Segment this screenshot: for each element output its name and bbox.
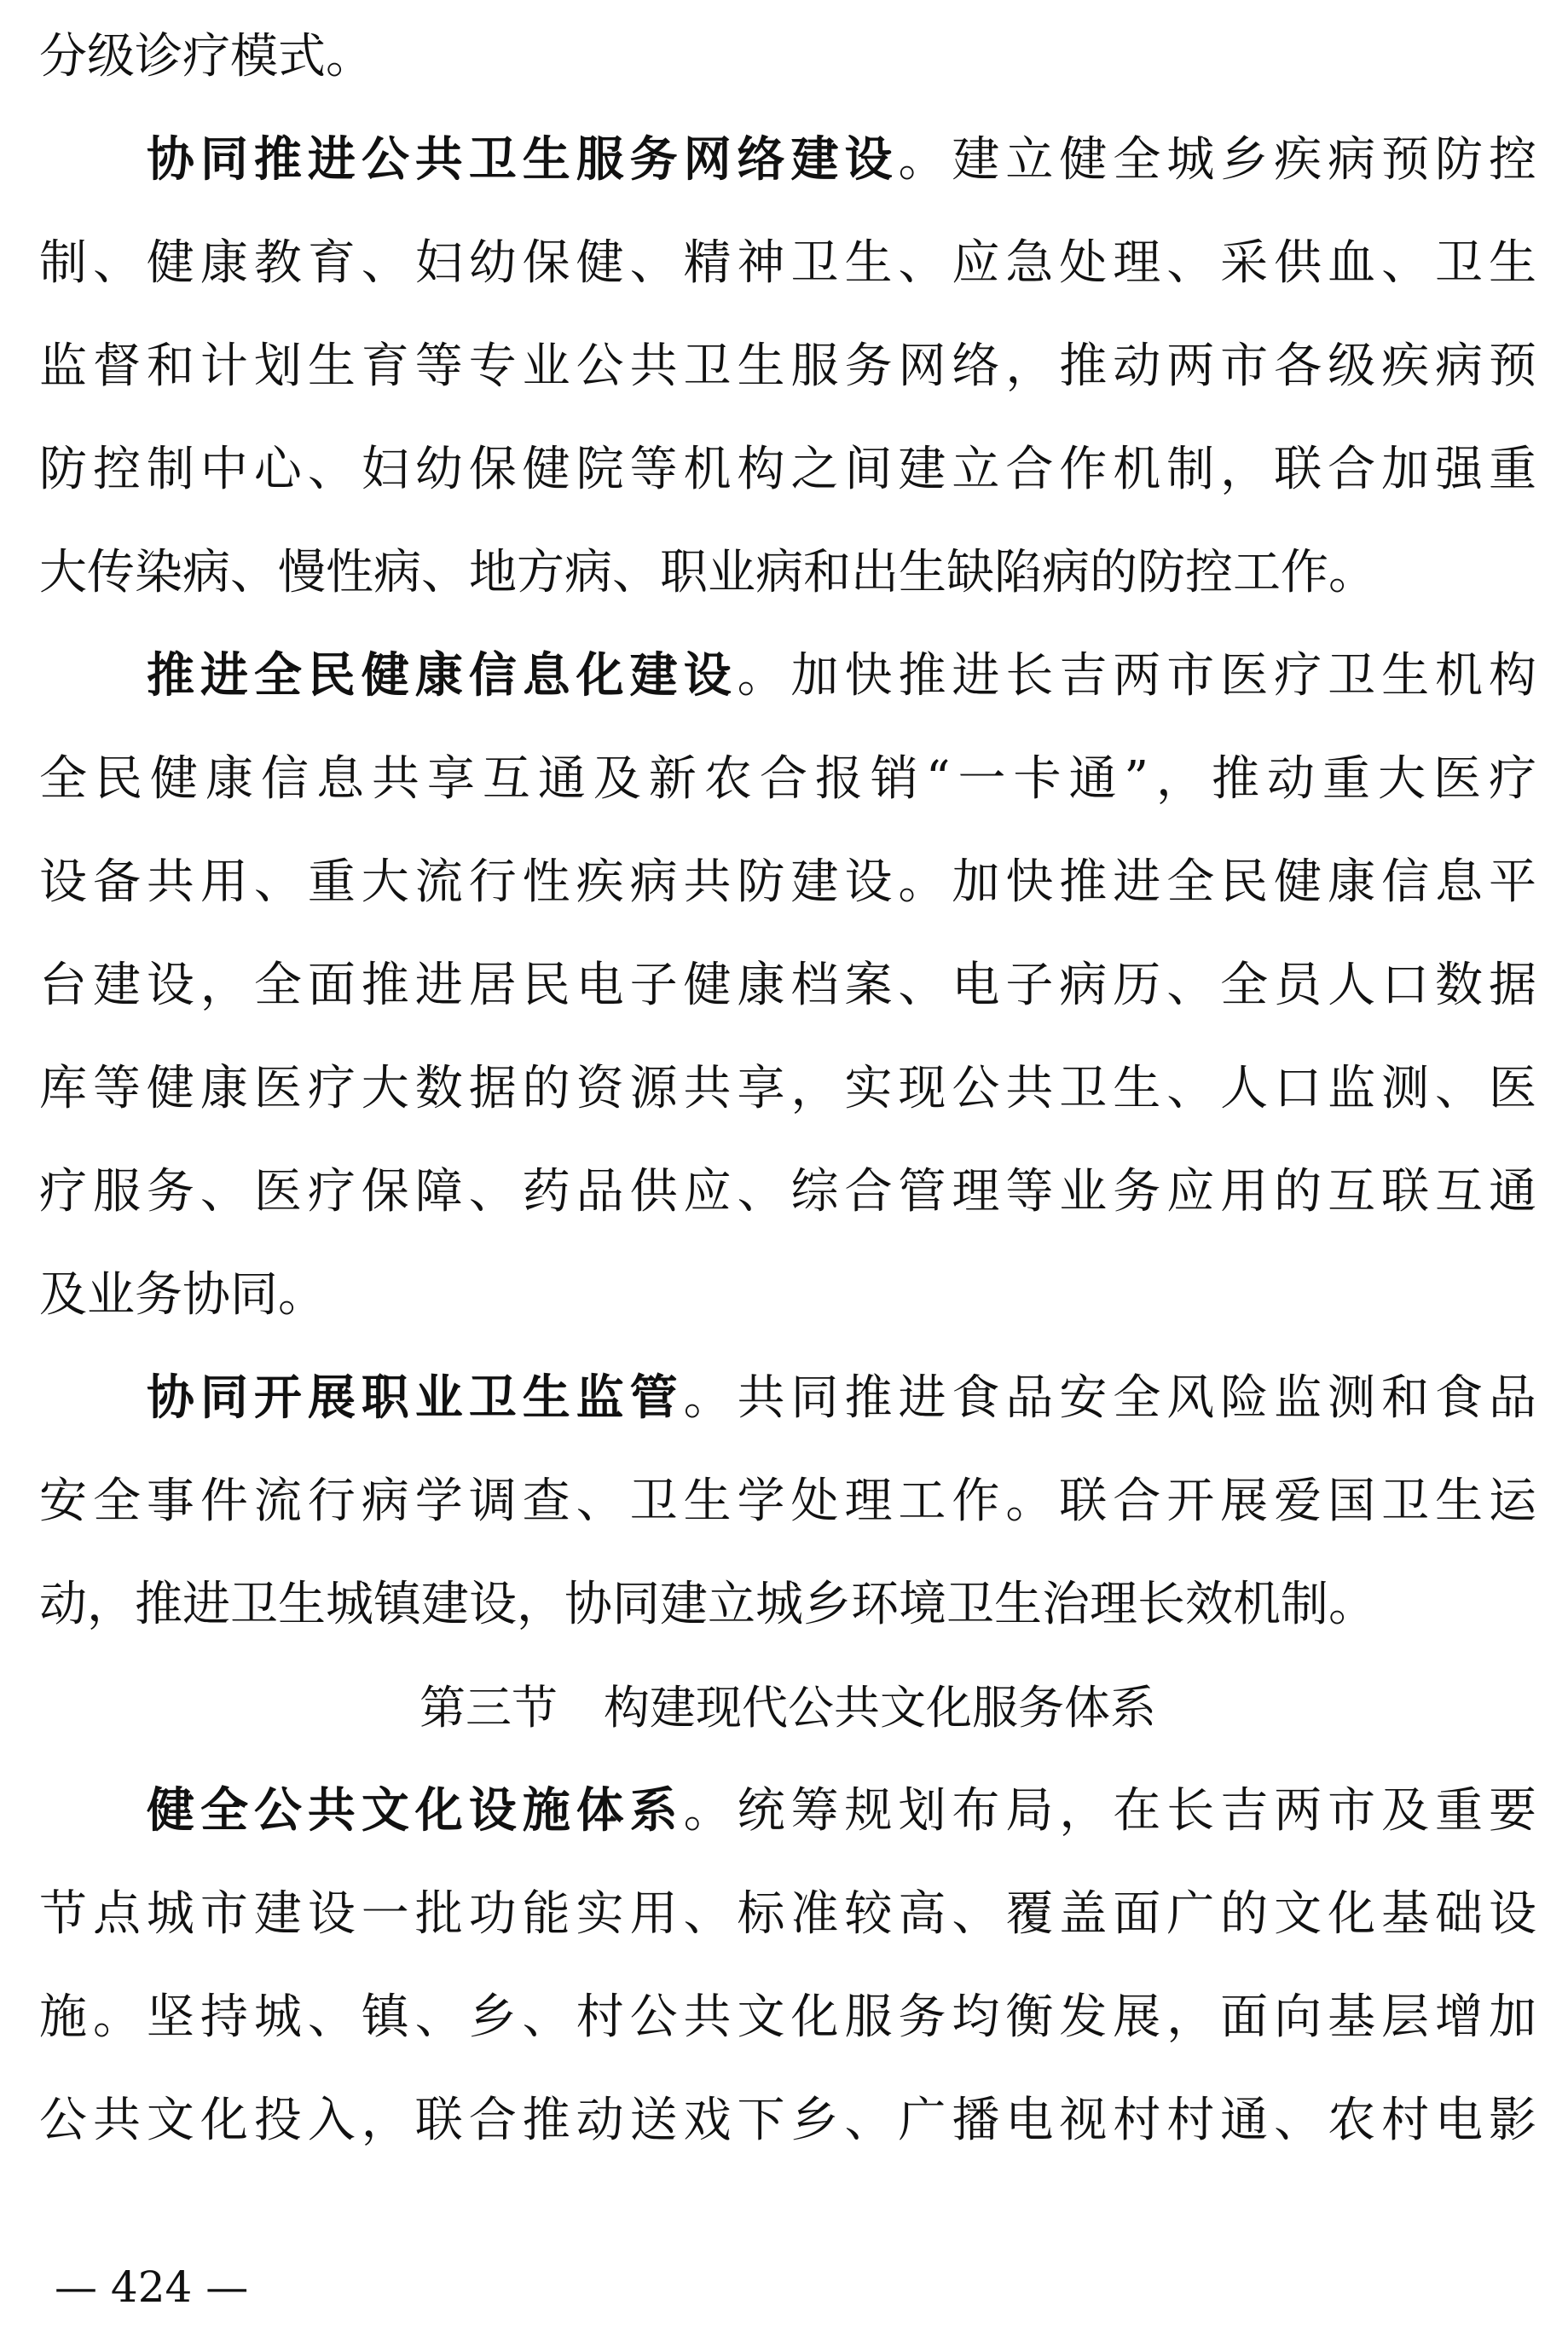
text-line: 分级诊疗模式。 bbox=[39, 29, 373, 84]
text-line: 库等健康医疗大数据的资源共享，实现公共卫生、人口监测、医 bbox=[39, 1061, 1536, 1116]
paragraph-heading: 健全公共文化设施体系 bbox=[147, 1783, 684, 1839]
paragraph-text: 。加快推进长吉两市医疗卫生机构 bbox=[737, 648, 1537, 704]
paragraph-first-line bbox=[39, 1759, 1536, 1862]
paragraph-heading: 协同开展职业卫生监管 bbox=[147, 1370, 684, 1426]
text-line: 大传染病、慢性病、地方病、职业病和出生缺陷病的防控工作。 bbox=[39, 545, 1376, 600]
paragraph-heading: 协同推进公共卫生服务网络建设 bbox=[147, 132, 899, 188]
text-line: 公共文化投入，联合推动送戏下乡、广播电视村村通、农村电影 bbox=[39, 2093, 1536, 2148]
page-number: — 424 — bbox=[55, 2262, 249, 2312]
paragraph-text: 。建立健全城乡疾病预防控 bbox=[898, 132, 1537, 188]
text-line: 疗服务、医疗保障、药品供应、综合管理等业务应用的互联互通 bbox=[39, 1164, 1536, 1219]
text-line: 台建设，全面推进居民电子健康档案、电子病历、全员人口数据 bbox=[39, 958, 1536, 1013]
paragraph-first-line bbox=[39, 1347, 1536, 1450]
text-line: 及业务协同。 bbox=[39, 1267, 326, 1323]
paragraph-text: 。统筹规划布局，在长吉两市及重要 bbox=[683, 1783, 1537, 1839]
paragraph-first-line bbox=[39, 624, 1536, 727]
text-line: 制、健康教育、妇幼保健、精神卫生、应急处理、采供血、卫生 bbox=[39, 235, 1536, 291]
text-line: 全民健康信息共享互通及新农合报销“一卡通”，推动重大医疗 bbox=[39, 751, 1536, 807]
text-line: 动，推进卫生城镇建设，协同建立城乡环境卫生治理长效机制。 bbox=[39, 1577, 1376, 1632]
text-line: 安全事件流行病学调查、卫生学处理工作。联合开展爱国卫生运 bbox=[39, 1474, 1536, 1529]
text-line: 防控制中心、妇幼保健院等机构之间建立合作机制，联合加强重 bbox=[39, 442, 1536, 497]
paragraph-text: 。共同推进食品安全风险监测和食品 bbox=[683, 1370, 1537, 1426]
document-body bbox=[39, 5, 1536, 2172]
section-heading: 第三节 构建现代公共文化服务体系 bbox=[419, 1681, 1156, 1735]
text-line: 监督和计划生育等专业公共卫生服务网络，推动两市各级疾病预 bbox=[39, 339, 1536, 394]
paragraph-heading: 推进全民健康信息化建设 bbox=[147, 648, 738, 704]
text-line: 节点城市建设一批功能实用、标准较高、覆盖面广的文化基础设 bbox=[39, 1886, 1536, 1942]
text-line: 施。坚持城、镇、乡、村公共文化服务均衡发展，面向基层增加 bbox=[39, 1990, 1536, 2045]
paragraph-first-line bbox=[39, 108, 1536, 211]
text-line: 设备共用、重大流行性疾病共防建设。加快推进全民健康信息平 bbox=[39, 854, 1536, 910]
